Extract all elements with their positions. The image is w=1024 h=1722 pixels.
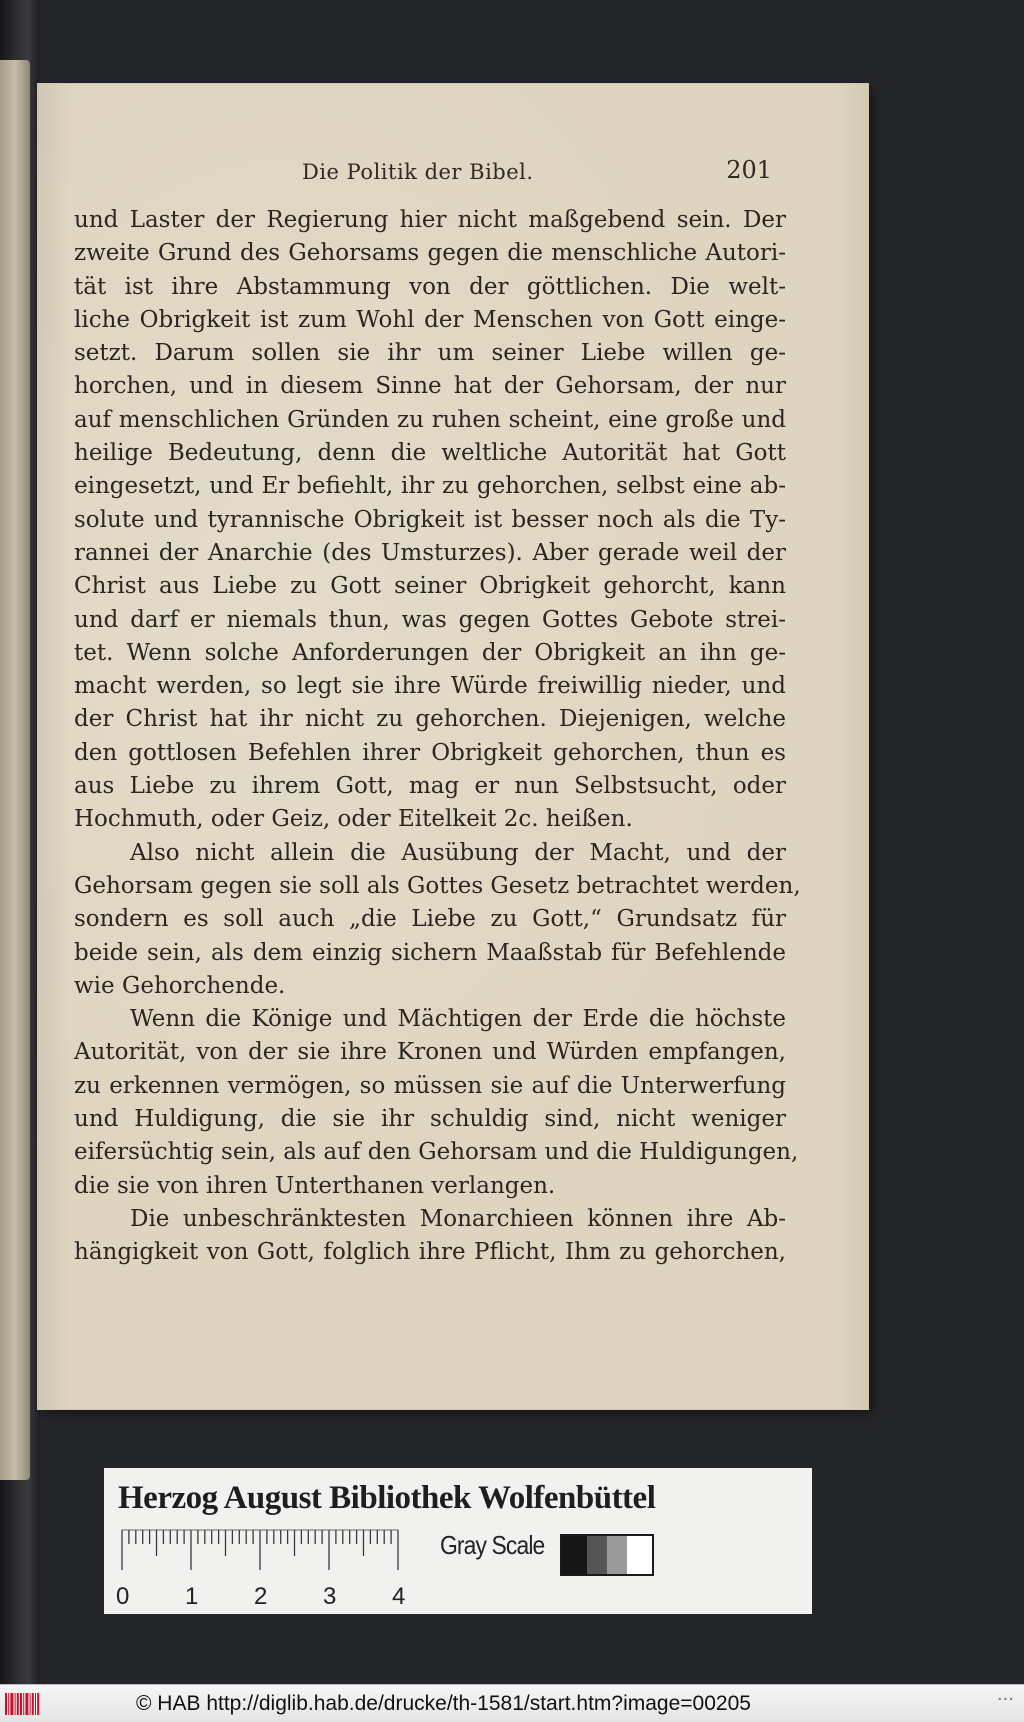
grayscale-swatch — [562, 1536, 587, 1574]
text-line: solute und tyrannische Obrigkeit ist besser noch als die Ty- — [74, 506, 786, 533]
text-line: die sie von ihren Unterthanen verlangen. — [74, 1172, 556, 1199]
logo-bar — [15, 1693, 16, 1715]
logo-bar — [30, 1693, 31, 1715]
logo-bar — [20, 1693, 22, 1715]
more-options-icon[interactable]: ··· — [996, 1689, 1014, 1710]
text-line: sondern es soll auch „die Liebe zu Gott,“ Grundsatz für — [74, 906, 786, 933]
logo-bar — [8, 1693, 9, 1715]
status-url-text: © HAB http://diglib.hab.de/drucke/th-1581/start.htm?image=00205 — [136, 1692, 751, 1715]
text-line: und Laster der Regierung hier nicht maßgebend sein. Der — [74, 207, 786, 233]
ruler-label: 1 — [185, 1583, 199, 1610]
grayscale-label: Gray Scale — [440, 1530, 545, 1560]
text-line: Die unbeschränktesten Monarchieen können ihre Ab- — [130, 1205, 786, 1232]
page-header — [38, 154, 868, 194]
text-line: eifersüchtig sein, als auf den Gehorsam und die Huldigungen, — [74, 1139, 799, 1166]
logo-bar — [10, 1693, 13, 1715]
logo-bar — [23, 1693, 24, 1715]
logo-bar — [17, 1693, 19, 1715]
grayscale-swatch — [627, 1536, 652, 1574]
running-head: Die Politik der Bibel. — [302, 160, 534, 184]
text-line: macht werden, so legt sie ihre Würde freiwillig nieder, und — [74, 673, 786, 700]
text-line: aus Liebe zu ihrem Gott, mag er nun Selbstsucht, oder — [74, 773, 786, 800]
color-target-card — [104, 1468, 812, 1614]
logo-bar — [32, 1693, 34, 1715]
text-line: und Huldigung, die sie ihr schuldig sind, nicht weniger — [74, 1106, 786, 1133]
text-line: beide sein, als dem einzig sichern Maaßstab für Befehlende — [74, 939, 786, 966]
previous-page-edge — [0, 60, 30, 1480]
text-line: rannei der Anarchie (des Umsturzes). Aber gerade weil der — [74, 539, 786, 566]
text-line: zweite Grund des Gehorsams gegen die menschliche Autori- — [74, 240, 786, 267]
body-text — [74, 204, 801, 1270]
text-line: eingesetzt, und Er befiehlt, ihr zu gehorchen, selbst eine ab- — [74, 473, 786, 500]
text-line: hängigkeit von Gott, folglich ihre Pflicht, Ihm zu gehorchen, — [74, 1239, 786, 1266]
text-line: den gottlosen Befehlen ihrer Obrigkeit gehorchen, thun es — [74, 739, 786, 766]
text-line: wie Gehorchende. — [74, 972, 286, 999]
ruler-label: 4 — [392, 1583, 406, 1610]
text-line: liche Obrigkeit ist zum Wohl der Menschen von Gott einge- — [74, 306, 786, 333]
page-number: 201 — [726, 156, 772, 184]
library-name: Herzog August Bibliothek Wolfenbüttel — [118, 1480, 656, 1516]
text-line: Gehorsam gegen sie soll als Gottes Gesetz betrachtet werden, — [74, 872, 801, 899]
text-line: setzt. Darum sollen sie ihr um seiner Liebe willen ge- — [74, 340, 786, 367]
text-line: tet. Wenn solche Anforderungen der Obrigkeit an ihn ge- — [74, 639, 786, 666]
book-page — [38, 84, 868, 1409]
text-line: tät ist ihre Abstammung von der göttlichen. Die welt- — [74, 273, 786, 300]
ruler-label: 3 — [323, 1583, 337, 1610]
text-line: Wenn die Könige und Mächtigen der Erde die höchste — [130, 1006, 786, 1033]
text-line: horchen, und in diesem Sinne hat der Gehorsam, der nur — [74, 373, 786, 400]
measurement-ruler — [118, 1528, 408, 1608]
text-line: Autorität, von der sie ihre Kronen und Würden empfangen, — [74, 1039, 786, 1066]
text-line: Also nicht allein die Ausübung der Macht, und der — [130, 839, 786, 866]
hab-logo-icon — [4, 1691, 44, 1717]
text-line: und darf er niemals thun, was gegen Gottes Gebote strei- — [74, 606, 786, 633]
logo-bar — [35, 1693, 36, 1715]
grayscale-swatch — [587, 1536, 607, 1574]
text-line: zu erkennen vermögen, so müssen sie auf die Unterwerfung — [74, 1072, 786, 1099]
text-line: Christ aus Liebe zu Gott seiner Obrigkeit gehorcht, kann — [74, 573, 786, 600]
grayscale-swatch — [607, 1536, 627, 1574]
logo-bar — [37, 1693, 39, 1715]
text-line: heilige Bedeutung, denn die weltliche Autorität hat Gott — [74, 440, 786, 467]
grayscale-strip — [560, 1534, 654, 1576]
logo-bar — [5, 1693, 7, 1715]
text-line: auf menschlichen Gründen zu ruhen scheint, eine große und — [74, 406, 786, 433]
text-line: Hochmuth, oder Geiz, oder Eitelkeit 2c. heißen. — [74, 806, 633, 833]
browser-status-bar — [0, 1684, 1024, 1722]
text-line: der Christ hat ihr nicht zu gehorchen. Diejenigen, welche — [74, 706, 786, 733]
ruler-label: 2 — [254, 1583, 268, 1610]
ruler-label: 0 — [116, 1583, 130, 1610]
logo-bar — [25, 1693, 28, 1715]
